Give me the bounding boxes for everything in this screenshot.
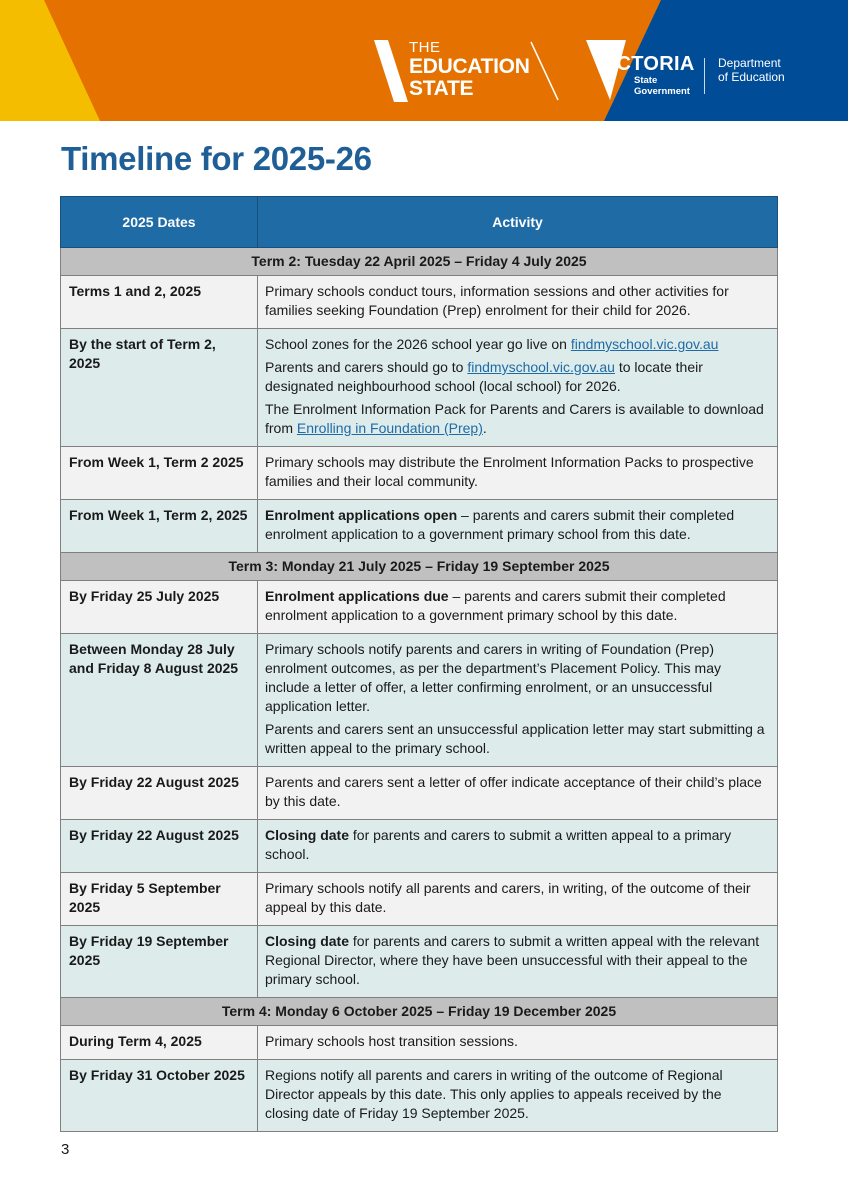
activity-cell bbox=[258, 581, 778, 634]
text-fragment: School zones for the 2026 school year go live on bbox=[265, 336, 571, 352]
text-fragment: . bbox=[482, 420, 487, 436]
date-cell: From Week 1, Term 2 2025 bbox=[61, 447, 258, 500]
text-fragment: for parents and carers to submit a written appeal to a primary school. bbox=[265, 827, 732, 862]
activity-text bbox=[265, 826, 769, 864]
text-fragment: – parents and carers submit their completed enrolment application to a government primary school by this date. bbox=[265, 588, 726, 623]
activity-text: Parents and carers sent a letter of offer indicate acceptance of their child’s place by this date. bbox=[265, 774, 762, 809]
findmyschool-link[interactable]: findmyschool.vic.gov.au bbox=[570, 336, 719, 352]
table-row bbox=[61, 1060, 778, 1132]
date-cell: By Friday 22 August 2025 bbox=[61, 767, 258, 820]
date-cell: By Friday 19 September 2025 bbox=[61, 926, 258, 998]
activity-text: Primary schools notify parents and carers in writing of Foundation (Prep) enrolment outcomes, as per the department’s Placement Policy. This may include a letter of offer, a letter confirming enrolment, or an unsuccessful application letter. bbox=[265, 641, 721, 714]
term-heading: Term 4: Monday 6 October 2025 – Friday 19 December 2025 bbox=[61, 998, 778, 1026]
activity-cell bbox=[258, 820, 778, 873]
department-line-1: Department bbox=[718, 56, 781, 70]
table-row bbox=[61, 1026, 778, 1060]
activity-text: Primary schools may distribute the Enrolment Information Packs to prospective families and their local community. bbox=[265, 454, 754, 489]
activity-cell bbox=[258, 1026, 778, 1060]
header-banner bbox=[0, 0, 848, 121]
text-fragment: for parents and carers to submit a written appeal with the relevant Regional Director, where they have been unsuccessful with their appeal to the primary school. bbox=[265, 933, 760, 987]
victoria-logo-word: VICTORIA bbox=[597, 53, 695, 75]
logo-education: EDUCATION bbox=[409, 55, 530, 78]
activity-cell bbox=[258, 873, 778, 926]
term-row bbox=[61, 553, 778, 581]
text-fragment: Parents and carers should go to bbox=[265, 359, 468, 375]
table-row bbox=[61, 926, 778, 998]
activity-text bbox=[265, 358, 769, 396]
date-cell: By the start of Term 2, 2025 bbox=[61, 329, 258, 447]
term-heading: Term 2: Tuesday 22 April 2025 – Friday 4 July 2025 bbox=[61, 248, 778, 276]
term-row bbox=[61, 248, 778, 276]
activity-cell bbox=[258, 926, 778, 998]
page-number: 3 bbox=[61, 1141, 70, 1158]
date-cell: During Term 4, 2025 bbox=[61, 1026, 258, 1060]
term-heading: Term 3: Monday 21 July 2025 – Friday 19 September 2025 bbox=[61, 553, 778, 581]
table-row bbox=[61, 276, 778, 329]
activity-text: Primary schools notify all parents and carers, in writing, of the outcome of their appeal by this date. bbox=[265, 880, 751, 915]
table-row bbox=[61, 820, 778, 873]
activity-text: Regions notify all parents and carers in writing of the outcome of Regional Director appeals by this date. This only applies to appeals received by the closing date of Friday 19 September 2025. bbox=[265, 1067, 723, 1121]
date-cell: By Friday 25 July 2025 bbox=[61, 581, 258, 634]
column-header-activity: Activity bbox=[258, 197, 778, 248]
activity-cell bbox=[258, 276, 778, 329]
page-title: Timeline for 2025-26 bbox=[61, 140, 372, 177]
activity-cell bbox=[258, 634, 778, 767]
table-row bbox=[61, 634, 778, 767]
column-header-dates: 2025 Dates bbox=[61, 197, 258, 248]
activity-text: Parents and carers sent an unsuccessful application letter may start submitting a written appeal to the primary school. bbox=[265, 721, 765, 756]
victoria-logo-sub bbox=[634, 75, 690, 97]
logo-the: THE bbox=[409, 39, 441, 56]
text-fragment: to locate their designated neighbourhood school (local school) for 2026. bbox=[265, 359, 703, 394]
logo-divider bbox=[704, 58, 705, 94]
enrolling-in-foundation-link[interactable]: Enrolling in Foundation (Prep) bbox=[296, 420, 483, 436]
activity-bold: Enrolment applications due bbox=[265, 588, 449, 604]
activity-text: Primary schools host transition sessions. bbox=[265, 1033, 518, 1049]
logo-state: STATE bbox=[409, 77, 474, 100]
activity-text bbox=[265, 932, 769, 989]
activity-text bbox=[265, 587, 769, 625]
text-fragment: – parents and carers submit their completed enrolment application to a government primary school from this date. bbox=[265, 507, 735, 542]
activity-cell bbox=[258, 500, 778, 553]
timeline-table bbox=[60, 196, 778, 1132]
education-state-logo bbox=[409, 40, 530, 99]
findmyschool-link[interactable]: findmyschool.vic.gov.au bbox=[467, 359, 615, 375]
department-line-2: of Education bbox=[718, 70, 785, 84]
activity-text bbox=[265, 506, 769, 544]
table-row bbox=[61, 767, 778, 820]
activity-bold: Closing date bbox=[265, 827, 350, 843]
activity-bold: Closing date bbox=[265, 933, 350, 949]
date-cell: By Friday 22 August 2025 bbox=[61, 820, 258, 873]
activity-bold: Enrolment applications open bbox=[265, 507, 458, 523]
text-fragment: The Enrolment Information Pack for Parents and Carers is available to download from bbox=[265, 401, 764, 436]
logo-state-text: State bbox=[634, 75, 658, 86]
activity-text: Primary schools conduct tours, information sessions and other activities for families seeking Foundation (Prep) enrolment for their child for 2026. bbox=[265, 283, 729, 318]
date-cell: Terms 1 and 2, 2025 bbox=[61, 276, 258, 329]
activity-text bbox=[265, 335, 769, 354]
term-row bbox=[61, 998, 778, 1026]
table-row bbox=[61, 873, 778, 926]
activity-text bbox=[265, 400, 769, 438]
date-cell: From Week 1, Term 2, 2025 bbox=[61, 500, 258, 553]
table-row bbox=[61, 447, 778, 500]
table-header-row bbox=[61, 197, 778, 248]
activity-cell bbox=[258, 329, 778, 447]
date-cell: By Friday 31 October 2025 bbox=[61, 1060, 258, 1132]
logo-government-text: Government bbox=[634, 86, 690, 97]
activity-cell bbox=[258, 447, 778, 500]
table-row bbox=[61, 581, 778, 634]
table-row bbox=[61, 500, 778, 553]
date-cell: By Friday 5 September 2025 bbox=[61, 873, 258, 926]
table-row bbox=[61, 329, 778, 447]
activity-cell bbox=[258, 1060, 778, 1132]
date-cell: Between Monday 28 July and Friday 8 August 2025 bbox=[61, 634, 258, 767]
department-name bbox=[718, 56, 785, 84]
activity-cell bbox=[258, 767, 778, 820]
